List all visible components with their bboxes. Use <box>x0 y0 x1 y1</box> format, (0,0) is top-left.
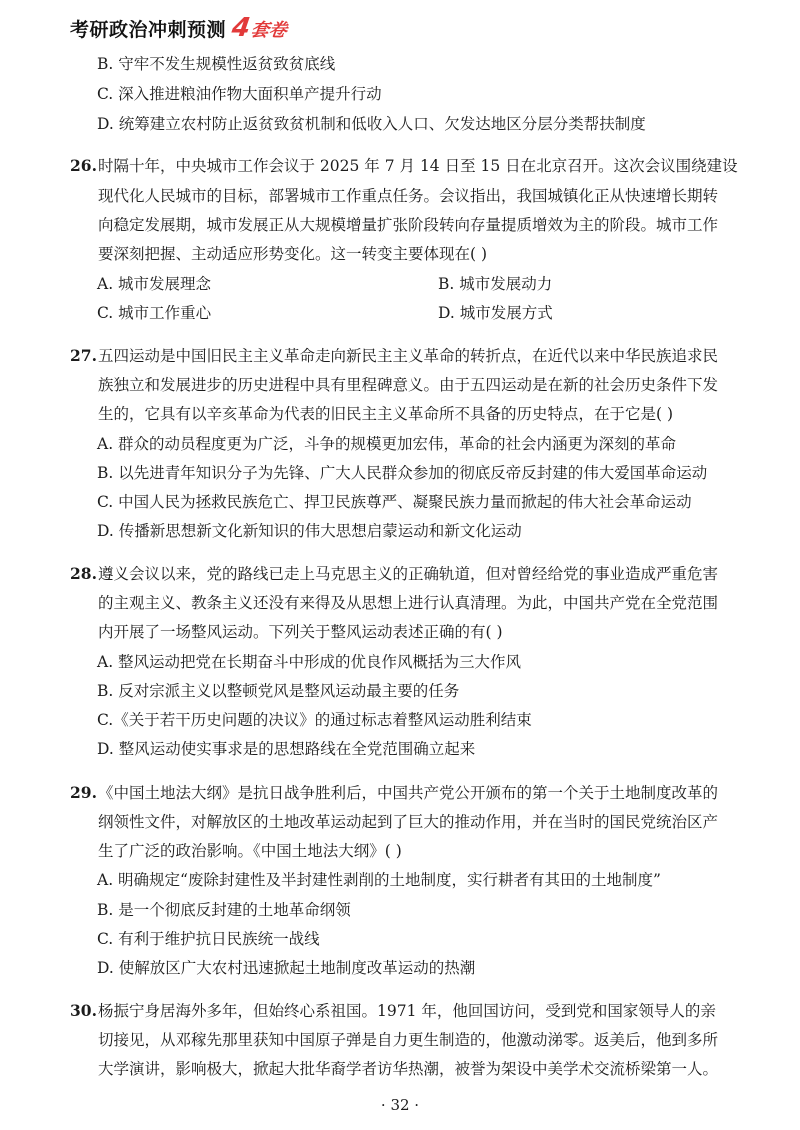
question-28-number: 28. <box>70 564 97 583</box>
question-28-stem-line-2: 的主观主义、教条主义还没有来得及从思想上进行认真清理。为此，中国共产党在全党范围 <box>98 594 719 612</box>
question-28-stem-line-1: 遵义会议以来，党的路线已走上马克思主义的正确轨道，但对曾经给党的事业造成严重危害 <box>98 565 719 583</box>
question-27-option-c: C. 中国人民为拯救民族危亡、捍卫民族尊严、凝聚民族力量而掀起的伟大社会革命运动 <box>97 493 692 511</box>
question-26-stem-line-1: 时隔十年，中央城市工作会议于 2025 年 7 月 14 日至 15 日在北京召开。这次会议围绕建设 <box>98 157 738 175</box>
question-28-option-c: C.《关于若干历史问题的决议》的通过标志着整风运动胜利结束 <box>97 711 532 729</box>
brand-logo <box>229 12 289 43</box>
question-30-number: 30. <box>70 1001 97 1020</box>
question-29-option-d: D. 使解放区广大农村迅速掀起土地制度改革运动的热潮 <box>97 959 476 977</box>
question-27-option-d: D. 传播新思想新文化新知识的伟大思想启蒙运动和新文化运动 <box>97 522 522 540</box>
question-30-stem-line-1: 杨振宁身居海外多年，但始终心系祖国。1971 年，他回国访问，受到党和国家领导人的亲 <box>98 1002 716 1020</box>
question-27-stem-line-3: 生的，它具有以辛亥革命为代表的旧民主主义革命所不具备的历史特点，在于它是( ) <box>98 405 674 423</box>
question-27-option-a: A. 群众的动员程度更为广泛，斗争的规模更加宏伟，革命的社会内涵更为深刻的革命 <box>97 435 677 453</box>
question-29-option-c: C. 有利于维护抗日民族统一战线 <box>97 930 320 948</box>
question-29-stem-line-2: 纲领性文件，对解放区的土地改革运动起到了巨大的推动作用，并在当时的国民党统治区产 <box>98 813 719 831</box>
page-header <box>70 13 287 43</box>
question-29-stem-line-1: 《中国土地法大纲》是抗日战争胜利后，中国共产党公开颁布的第一个关于土地制度改革的 <box>98 784 719 802</box>
page-number: · 32 · <box>380 1096 420 1114</box>
question-29-number: 29. <box>70 783 97 802</box>
question-28-option-b: B. 反对宗派主义以整顿党风是整风运动最主要的任务 <box>97 682 460 700</box>
question-27-number: 27. <box>70 346 97 365</box>
prev-option-d: D. 统筹建立农村防止返贫致贫机制和低收入人口、欠发达地区分层分类帮扶制度 <box>97 115 646 133</box>
brand-text: 套卷 <box>249 19 289 41</box>
prev-option-b: B. 守牢不发生规模性返贫致贫底线 <box>97 55 336 73</box>
question-26-number: 26. <box>70 156 97 175</box>
question-30-stem-line-3: 大学演讲，影响极大，掀起大批华裔学者访华热潮，被誉为架设中美学术交流桥梁第一人。 <box>98 1060 719 1078</box>
question-26-option-a: A. 城市发展理念 <box>97 275 212 293</box>
question-27-option-b: B. 以先进青年知识分子为先锋、广大人民群众参加的彻底反帝反封建的伟大爱国革命运动 <box>97 464 708 482</box>
question-26-option-c: C. 城市工作重心 <box>97 304 212 322</box>
brand-number: 4 <box>229 12 253 43</box>
question-27-stem-line-2: 族独立和发展进步的历史进程中具有里程碑意义。由于五四运动是在新的社会历史条件下发 <box>98 376 719 394</box>
question-26-option-d: D. 城市发展方式 <box>438 304 553 322</box>
question-29-option-a: A. 明确规定“废除封建性及半封建性剥削的土地制度，实行耕者有其田的土地制度” <box>97 871 661 889</box>
question-28-stem-line-3: 内开展了一场整风运动。下列关于整风运动表述正确的有( ) <box>98 623 503 641</box>
question-26-stem-line-3: 向稳定发展期，城市发展正从大规模增量扩张阶段转向存量提质增效为主的阶段。城市工作 <box>98 216 719 234</box>
question-30-stem-line-2: 切接见，从邓稼先那里获知中国原子弹是自力更生制造的，他激动涕零。返美后，他到多所 <box>98 1031 719 1049</box>
question-26-option-b: B. 城市发展动力 <box>438 275 553 293</box>
question-29-option-b: B. 是一个彻底反封建的土地革命纲领 <box>97 901 351 919</box>
question-26-stem-line-2: 现代化人民城市的目标，部署城市工作重点任务。会议指出，我国城镇化正从快速增长期转 <box>98 187 719 205</box>
question-28-option-a: A. 整风运动把党在长期奋斗中形成的优良作风概括为三大作风 <box>97 653 522 671</box>
question-28-option-d: D. 整风运动使实事求是的思想路线在全党范围确立起来 <box>97 740 476 758</box>
question-27-stem-line-1: 五四运动是中国旧民主主义革命走向新民主主义革命的转折点，在近代以来中华民族追求民 <box>98 347 719 365</box>
header-title: 考研政治冲刺预测 <box>70 18 227 41</box>
question-29-stem-line-3: 生了广泛的政治影响。《中国土地法大纲》( ) <box>98 842 402 860</box>
prev-option-c: C. 深入推进粮油作物大面积单产提升行动 <box>97 85 382 103</box>
question-26-stem-line-4: 要深刻把握、主动适应形势变化。这一转变主要体现在( ) <box>98 245 488 263</box>
